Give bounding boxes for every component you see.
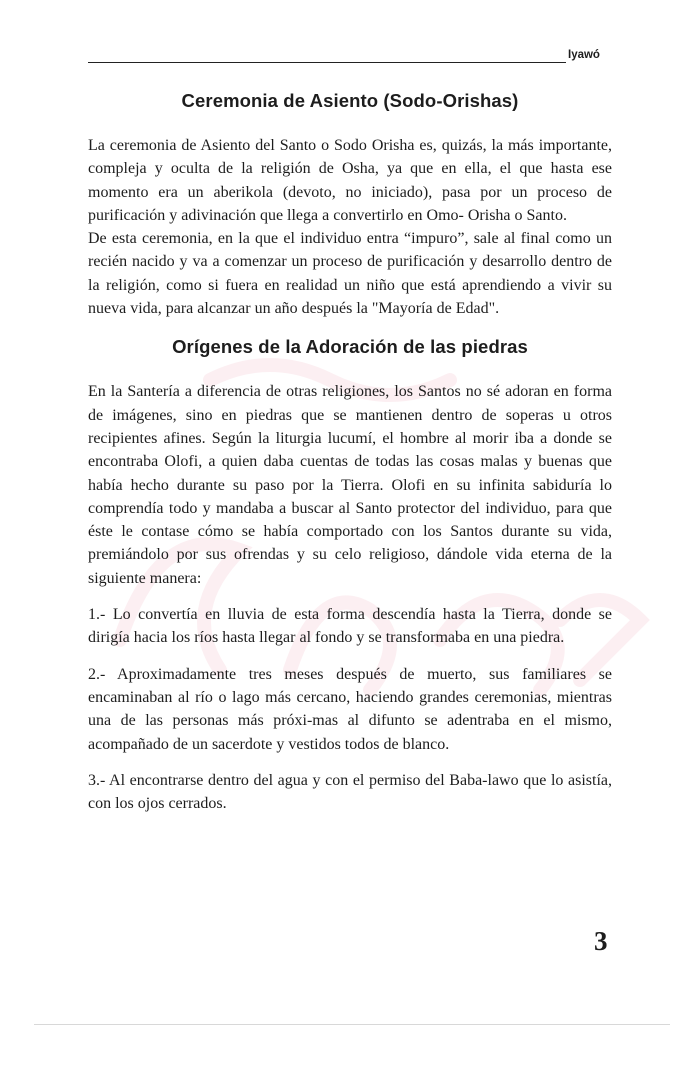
running-head: Iyawó [568,49,600,61]
list-item-1: 1.- Lo convertía en lluvia de esta forma descendía hasta la Tierra, donde se dirigía hacia los ríos hasta llegar al fondo y se transformaba en una piedra. [88,606,612,647]
list-item-3: 3.- Al encontrarse dentro del agua y con el permiso del Baba-lawo que lo asistía, con los ojos cerrados. [88,771,612,813]
header-rule [88,62,566,63]
section-title-origenes: Orígenes de la Adoración de las piedras [172,336,528,358]
paragraph-asiento-2: De esta ceremonia, en la que el individuo entra “impuro”, sale al final como un recién nacido y va a comenzar un proceso de purificación y desarrollo dentro de la religión, como si fuera en realidad un niño que está aprendiendo a vivir su nueva vida, para alcanzar un año después la "Mayoría de Edad". [88,230,612,318]
bottom-rule [34,1024,670,1025]
paragraph-origenes-1: En la Santería a diferencia de otras religiones, los Santos no sé adoran en forma de imágenes, sino en piedras que se mantienen dentro de soperas u otros recipientes afines. Según la liturgia lucumí, el hombre al morir iba a donde se encontraba Olofi, a quien daba cuentas de todas las cosas malas y buenas que había hecho durante su paso por la Tierra. Olofi en su infinita sabiduría lo comprendía todo y mandaba a buscar al Santo protector del individuo, para que éste le contase cómo se había comportado con los Santos durante su vida, premiándolo por sus ofrendas y su celo religioso, dándole vida eterna de la siguiente manera: [88,383,612,587]
list-item-2: 2.- Aproximadamente tres meses después de muerto, sus familiares se encaminaban al río o lago más cercano, haciendo grandes ceremonias, mientras una de las personas más próxi-mas al difunto se adentraba en el mismo, acompañado de un sacerdote y vestidos todos de blanco. [88,665,612,753]
section-title-asiento: Ceremonia de Asiento (Sodo-Orishas) [181,90,519,111]
page-number: 3 [594,926,608,956]
page-content [88,84,612,815]
paragraph-asiento-1: La ceremonia de Asiento del Santo o Sodo Orisha es, quizás, la más importante, compleja y oculta de la religión de Osha, ya que en ella, el que hasta ese momento era un aberikola (devoto, no iniciado), pasa por un proceso de purificación y adivinación que llega a convertirlo en Omo- Orisha o Santo. [88,137,612,224]
